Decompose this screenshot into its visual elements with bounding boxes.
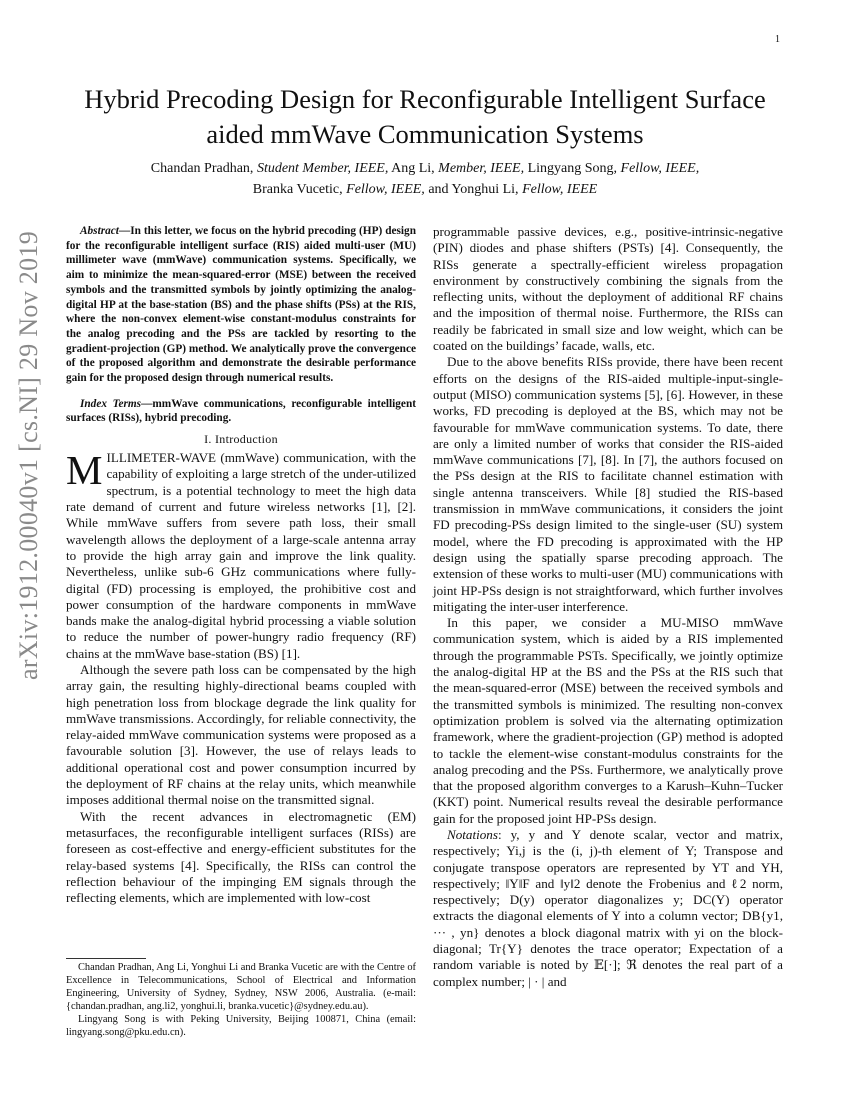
body-paragraph: Due to the above benefits RISs provide, there have been recent efforts on the designs of the RIS-aided multiple-input-single-output (MISO) communication systems [5], [6]. However, in these works, FD precoding is deployed at the BS, which may not be favourable for mmWave communication systems. To date, there are only a limited number of works that consider the RIS-aided mmWave communications [7], [8]. In [7], the authors focused on the PSs design at the RIS to facilitate channel estimation with single antenna transceivers. While [8] studied the RIS-based transmission in mmWave communications, it considers the joint FD precoding-PSs design limited to the single-user (SU) system model, where the FD precoding is approximated with the HP design using the spatially sparse precoding approach. The extension of these works to multi-user (MU) communications with joint HP-PSs design is not straightforward, which further involves mitigating the inter-user interference. — [433, 354, 783, 614]
drop-cap: M — [66, 447, 103, 494]
arxiv-stamp: arXiv:1912.00040v1 [cs.NI] 29 Nov 2019 — [14, 230, 43, 680]
author-name: Ang Li, — [391, 161, 435, 176]
author-affiliation-role: Student Member, IEEE, — [256, 161, 389, 176]
author-affiliation-role: Fellow, IEEE — [522, 182, 598, 197]
intro-paragraph — [66, 447, 416, 662]
author-name: Chandan Pradhan, — [150, 161, 254, 176]
section-heading: I. Introduction — [204, 432, 278, 447]
index-terms — [66, 397, 416, 426]
author-conjunction: and — [428, 182, 449, 197]
body-paragraph: programmable passive devices, e.g., positive-intrinsic-negative (PIN) diodes and phase shifters (PSTs) [4]. Consequently, the RISs generate a spectrally-efficient wireless propagation environment by constructively combining the signals from the reflecting units, without the deployment of additional RF chains and the imposition of thermal noise. Furthermore, the RISs can readily be fabricated in small size and low weight, which can be coated on the buildings’ facade, walls, etc. — [433, 224, 783, 354]
left-column — [66, 224, 416, 906]
author-name: Lingyang Song, — [527, 161, 618, 176]
paper-title: Hybrid Precoding Design for Reconfigurable Intelligent Surface aided mmWave Communication Systems — [84, 84, 766, 149]
intro-paragraph: With the recent advances in electromagnetic (EM) metasurfaces, the reconfigurable intelligent surfaces (RISs) are foreseen as cost-effective and energy-efficient substitutes for the relay-based systems [4]. Specifically, the RISs can control the reflection behaviour of the impinging EM signals through the reflecting elements, which are implemented with low-cost — [66, 808, 416, 906]
right-column — [433, 224, 783, 990]
author-name: Branka Vucetic, — [252, 182, 343, 197]
intro-paragraph-text: ILLIMETER-WAVE (mmWave) communication, with the capability of exploiting a large stretch of the under-utilized spectrum, is a potential technology to meet the high data rate demand of current and future wireless networks [1], [2]. While mmWave suffers from severe path loss, their small wavelength allows the deployment of a large-scale antenna array to provide the high array gain and improve the link quality. Nevertheless, unlike sub-6 GHz communications where fully-digital (FD) processing is employed, the prohibitive cost and power consumption of the hardware components in mmWave bands make the analog-digital hybrid processing a viable solution to reduce the number of power-hungry radio frequency (RF) chains at the mmWave base-station (BS) [1]. — [66, 450, 416, 661]
notations-text: : y, y and Y denote scalar, vector and matrix, respectively; Yi,j is the (i, j)-th element of Y; Transpose and conjugate transpose operators are represented by YT and YH, respectively; ‖Y‖F and ‖y‖2 denote the Frobenius and ℓ2 norm, respectively; D(y) operator diagonalizes y; DC(Y) operator extracts the diagonal elements of Y into a column vector; DB{y1, ··· , yn} denotes a block diagonal matrix with yi on the block-diagonal; Tr{Y} denotes the trace operator; Expectation of a random variable is noted by 𝔼[·]; ℜ denotes the real part of a complex number; | · | and — [433, 826, 783, 989]
author-name: Yonghui Li, — [451, 182, 519, 197]
page-number: 1 — [775, 34, 780, 45]
index-terms-text: —mmWave communications, reconfigurable intelligent surfaces (RISs), hybrid precoding. — [66, 397, 416, 425]
footnotes — [66, 962, 416, 1039]
index-terms-label: Index Terms — [80, 397, 142, 410]
author-affiliation-role: Member, IEEE, — [438, 161, 525, 176]
footnote-affiliation: Chandan Pradhan, Ang Li, Yonghui Li and Branka Vucetic are with the Centre of Excellence in Telecommunications, School of Electrical and Information Engineering, University of Sydney, Sydney, NSW 2006, Australia. (e-mail: {chandan.pradhan, ang.li2, yonghui.li, branka.vucetic}@sydney.edu.au). — [66, 962, 416, 1012]
author-list — [70, 158, 780, 200]
notations-paragraph — [433, 827, 783, 990]
notations-label: Notations — [447, 826, 498, 842]
author-affiliation-role: Fellow, IEEE, — [346, 182, 425, 197]
body-paragraph: In this paper, we consider a MU-MISO mmWave communication system, which is aided by a RIS implemented through the programmable PSTs. Specifically, we jointly optimize the analog-digital HP at the BS and the PSs at the RIS such that the mean-squared-error (MSE) between the received symbols and the transmitted symbols is minimized. The resulting non-convex optimization problem is solved via the alternating optimization framework, where the gradient-projection (GP) method is adopted to tackle the element-wise constant-modulus constraints for the analog precoding and the PSs. Furthermore, we analytically prove that the proposed algorithm converges to a Karush–Kuhn–Tucker (KKT) point. Numerical results reveal the desirable performance gain for the proposed joint HP-PSs design. — [433, 615, 783, 826]
abstract-text: —In this letter, we focus on the hybrid precoding (HP) design for the reconfigurable intelligent surface (RIS) aided multi-user (MU) millimeter wave (mmWave) communication systems. Specifically, we aim to minimize the mean-squared-error (MSE) between the received symbols and the transmitted symbols by jointly optimizing the analog-digital HP at the base-station (BS) and the phase shifts (PSs) at the RIS, where the non-convex element-wise constant-modulus constraints for the analog precoding and the PSs are tackled by resorting to the gradient-projection (GP) method. We analytically prove the convergence of the proposed algorithm and demonstrate the desirable performance gain for the proposed design through numerical results. — [66, 225, 416, 385]
abstract-label: Abstract — [80, 225, 119, 237]
footnote-divider — [66, 958, 146, 959]
footnote-affiliation: Lingyang Song is with Peking University, Beijing 100871, China (email: lingyang.song@pku.edu.cn). — [66, 1013, 416, 1038]
abstract — [66, 224, 416, 386]
author-affiliation-role: Fellow, IEEE, — [620, 161, 700, 176]
intro-paragraph: Although the severe path loss can be compensated by the high array gain, the resulting highly-directional beams coupled with high penetration loss from blockage degrade the link quality for mmWave transmissions. Accordingly, for reliable connectivity, the relay-aided mmWave communication systems were proposed as a favourable solution [3]. However, the use of relays leads to additional operational cost and power consumption incurred by the deployment of RF chains at the relay units, which meanwhile imposes additional thermal noise on the transmitted signal. — [66, 662, 416, 808]
